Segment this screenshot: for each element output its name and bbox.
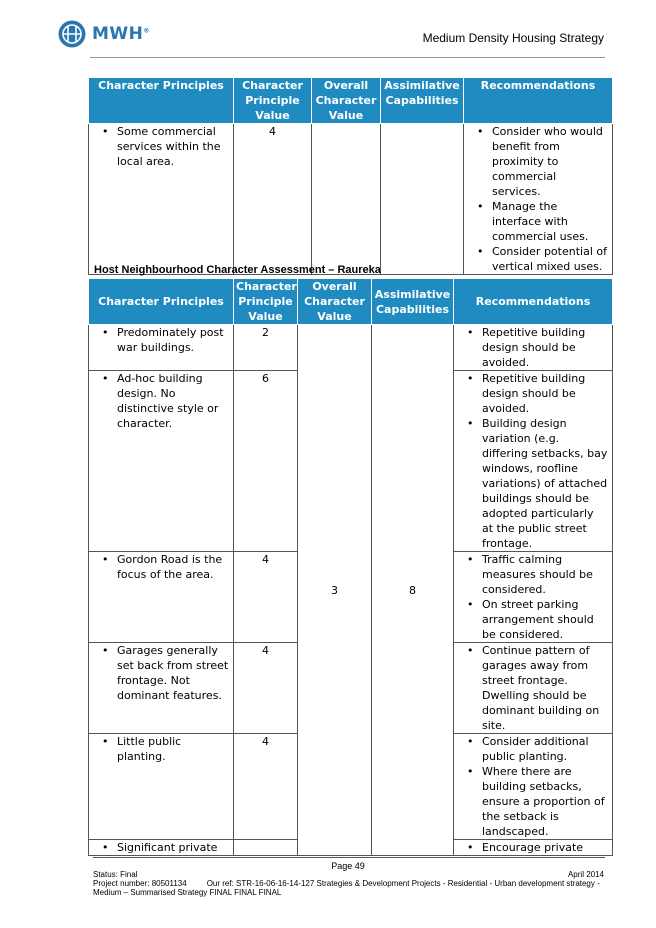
col-header-principle-value: Character Principle Value <box>234 78 312 124</box>
col-header-recommendations: Recommendations <box>464 78 613 124</box>
principle-value-cell: 4 <box>234 552 298 643</box>
table-header-row <box>89 78 613 124</box>
recommendation-item: • Where there are building setbacks, ensure a proportion of the setback is landscaped. <box>482 764 608 839</box>
col-header-principle-value: Character Principle Value <box>234 279 298 325</box>
principle-value-cell: 4 <box>234 734 298 840</box>
recommendations-cell <box>464 124 613 275</box>
company-logo <box>58 20 150 48</box>
principle-text: • Significant private <box>117 840 229 855</box>
principle-value-cell: 2 <box>234 325 298 371</box>
recommendations-cell <box>454 840 613 856</box>
recommendations-cell <box>454 325 613 371</box>
principle-text: • Little public planting. <box>117 734 229 764</box>
principle-cell <box>89 734 234 840</box>
principle-text: • Gordon Road is the focus of the area. <box>117 552 229 582</box>
principle-cell <box>89 371 234 552</box>
recommendations-cell <box>454 734 613 840</box>
principle-value-cell: 6 <box>234 371 298 552</box>
assimilative-capabilities-cell: 8 <box>372 325 454 856</box>
col-header-assimilative: Assimilative Capabilities <box>372 279 454 325</box>
principle-cell <box>89 552 234 643</box>
principle-cell <box>89 325 234 371</box>
recommendation-item: • Repetitive building design should be avoided. <box>482 371 608 416</box>
recommendation-item: • Encourage private <box>482 840 608 855</box>
footer-divider <box>93 857 605 858</box>
principle-cell <box>89 840 234 856</box>
recommendations-cell <box>454 371 613 552</box>
recommendation-item: • On street parking arrangement should be considered. <box>482 597 608 642</box>
principle-value-cell <box>234 840 298 856</box>
col-header-assimilative: Assimilative Capabilities <box>381 78 464 124</box>
project-number: Project number: 80501134 <box>93 879 187 888</box>
recommendations-cell <box>454 643 613 734</box>
recommendations-cell <box>454 552 613 643</box>
document-ref: Our ref: STR-16-06-16-14-127 Strategies & Development Projects - Residential - Urban development strategy - Medium – Summarised Strategy FINAL FINAL FINAL <box>93 879 600 897</box>
raureka-character-table <box>88 278 613 856</box>
recommendation-item: • Building design variation (e.g. differing setbacks, bay windows, roofline variations) of attached buildings should be adopted particularly at the public street frontage. <box>482 416 608 551</box>
page-number: Page 49 <box>331 861 365 871</box>
principle-text: • Predominately post war buildings. <box>117 325 229 355</box>
recommendation-item: • Repetitive building design should be avoided. <box>482 325 608 370</box>
principle-text: • Ad-hoc building design. No distinctive style or character. <box>117 371 229 431</box>
recommendation-item: • Continue pattern of garages away from street frontage. Dwelling should be dominant building on site. <box>482 643 608 733</box>
col-header-overall: Overall Character Value <box>298 279 372 325</box>
principle-value-cell: 4 <box>234 643 298 734</box>
project-reference <box>93 879 608 897</box>
recommendation-item: • Traffic calming measures should be considered. <box>482 552 608 597</box>
overall-character-value-cell: 3 <box>298 325 372 856</box>
table-row <box>89 124 613 275</box>
principle-value-cell: 4 <box>234 124 312 275</box>
document-date: April 2014 <box>567 870 604 879</box>
logo-wordmark: MWH® <box>92 24 150 44</box>
principle-text: • Some commercial services within the local area. <box>117 124 229 169</box>
assimilative-cell <box>381 124 464 275</box>
table-header-row <box>89 279 613 325</box>
recommendation-item: • Manage the interface with commercial uses. <box>492 199 608 244</box>
recommendation-item: • Consider additional public planting. <box>482 734 608 764</box>
recommendation-item: • Consider potential of vertical mixed uses. <box>492 244 608 274</box>
principle-text: • Garages generally set back from street frontage. Not dominant features. <box>117 643 229 703</box>
character-table-continued <box>88 77 613 275</box>
principle-cell <box>89 643 234 734</box>
recommendation-item: • Consider who would benefit from proximity to commercial services. <box>492 124 608 199</box>
col-header-recommendations: Recommendations <box>454 279 613 325</box>
principle-cell <box>89 124 234 275</box>
document-title: Medium Density Housing Strategy <box>422 31 604 45</box>
overall-cell <box>312 124 381 275</box>
document-status: Status: Final <box>93 870 138 879</box>
header-divider <box>90 57 605 58</box>
col-header-overall: Overall Character Value <box>312 78 381 124</box>
globe-logo-icon <box>58 20 86 48</box>
table-row <box>89 325 613 371</box>
section-heading: Host Neighbourhood Character Assessment – Raureka <box>94 264 381 276</box>
col-header-principles: Character Principles <box>89 279 234 325</box>
col-header-principles: Character Principles <box>89 78 234 124</box>
